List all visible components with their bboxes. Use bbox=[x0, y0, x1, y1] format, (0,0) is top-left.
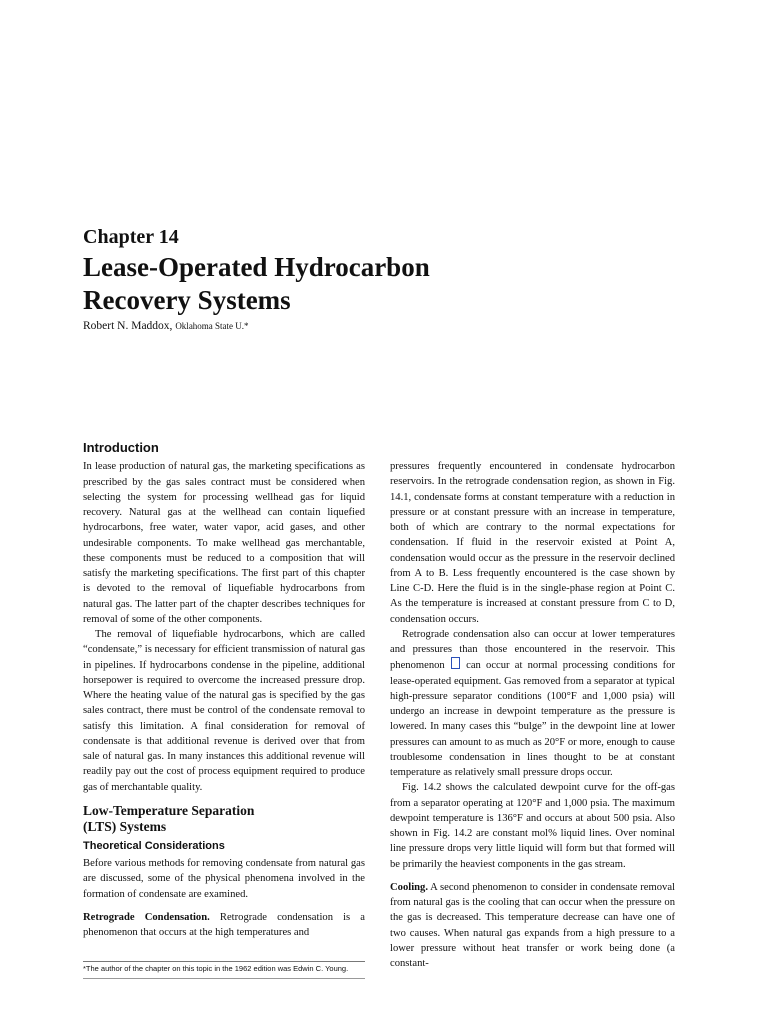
theory-paragraph: Before various methods for removing condensate from natural gas are discussed, some of the physical phenomena involved in the formation of condensate are examined. bbox=[83, 858, 365, 900]
chapter-label: Chapter 14 bbox=[83, 226, 179, 248]
right-column bbox=[390, 459, 675, 971]
cooling-paragraph bbox=[390, 880, 675, 972]
lts-heading-line-1: Low-Temperature Separation bbox=[83, 802, 255, 818]
retrograde-run-head: Retrograde Condensation. bbox=[83, 911, 210, 923]
author-name: Robert N. Maddox, bbox=[83, 320, 173, 332]
footnote-rule bbox=[83, 961, 365, 962]
author-line bbox=[83, 320, 249, 332]
right-paragraph-3: Fig. 14.2 shows the calculated dewpoint curve for the off-gas from a separator operating at 120°F and 1,000 psia. The maximum dewpoint temperature is 136°F and occurs at about 500 psia. Also shown in Fig. 14.2 are constant mol% liquid lines. Over nominal line pressure drops very little liquid will form but that formed will be primarily the heaviest components in the gas stream. bbox=[390, 782, 675, 870]
right-paragraph-1: pressures frequently encountered in condensate hydrocarbon reservoirs. In the retrograde condensation region, as shown in Fig. 14.1, condensate forms at constant temperature with a reduction in pressure or at constant pressure with an increase in temperature, both of which are contrary to the normal expectations for condensation. If fluid in the reservoir existed at Point A, condensation would occur as the pressure in the reservoir declined from A to B. Less frequently encountered is the case shown by Line C-D. Here the fluid is in the single-phase region at Point C. As the temperature is increased at constant pressure from C to D, condensation occurs. bbox=[390, 461, 675, 625]
footnote: *The author of the chapter on this topic in the 1962 edition was Edwin C. Young. bbox=[83, 964, 349, 973]
intro-paragraph-1: In lease production of natural gas, the marketing specifications as prescribed by the gas sales contract must be considered when selecting the system for processing wellhead gas for liquid recovery. Natural gas at the wellhead can contain liquefied hydrocarbons, free water, water vapor, acid gases, and other undesirable components. To make wellhead gas merchantable, these components must be reduced to a composition that will satisfy the marketing specifications. The first part of this chapter is devoted to the removal of liquefiable hydrocarbons from natural gas. The latter part of the chapter describes techniques for removal of some of the other components. bbox=[83, 461, 365, 625]
retrograde-paragraph bbox=[83, 910, 365, 941]
lts-heading-line-2: (LTS) Systems bbox=[83, 818, 167, 834]
footnote-rule-bottom bbox=[83, 978, 365, 979]
intro-paragraph-2: The removal of liquefiable hydrocarbons, which are called “condensate,” is necessary for efficient transmission of natural gas in pipelines. If hydrocarbons condense in the pipeline, additional horsepower is required to overcome the increased pressure drop. Where the heating value of the natural gas is specified by the gas sales contract, there must be control of the condensate removal to satisfy this limitation. A final consideration for removal of condensate is that additional revenue is derived over that from sale of natural gas. In many instances this additional revenue will readily pay out the cost of process equipment required to produce gas of merchantable quality. bbox=[83, 629, 365, 793]
theoretical-considerations-heading: Theoretical Considerations bbox=[83, 839, 225, 852]
cooling-run-head: Cooling. bbox=[390, 881, 428, 893]
author-affiliation: Oklahoma State U.* bbox=[175, 321, 249, 331]
left-column bbox=[83, 440, 365, 940]
lts-heading bbox=[83, 803, 365, 835]
right-paragraph-2 bbox=[390, 627, 675, 781]
paragraph-gap bbox=[83, 902, 365, 910]
paragraph-gap bbox=[390, 872, 675, 880]
figure-link-icon[interactable] bbox=[451, 657, 460, 669]
retrograde-text: Retrograde condensation is a phenomenon that occurs at the high temperatures and bbox=[83, 911, 366, 938]
chapter-title-line-2: Recovery Systems bbox=[83, 285, 291, 315]
introduction-heading: Introduction bbox=[83, 440, 159, 455]
right-paragraph-2-end: can occur at normal processing conditions for lease-operated equipment. Gas removed from a separator at typical high-pressure separator conditions (100°F and 1,000 psia) will undergo an increase in dewpoint temperature as the pressure is lowered. In many cases this “bulge” in the dewpoint line at lower pressures can amount to as much as 20°F or more, enough to cause troublesome condensation in lines thought to be at constant temperature as relatively small pressure drops occur. bbox=[390, 660, 675, 778]
cooling-text: A second phenomenon to consider in condensate removal from natural gas is the cooling that can occur when the pressure on the gas is decreased. This temperature decrease can have one of two causes. When natural gas expands from a high pressure to a lower pressure without heat transfer or work being done (a constant- bbox=[390, 881, 675, 969]
right-paragraph-2-start: Retrograde condensation also can occur at lower temperatures and pressures than those encountered in the reservoir. This phenomenon bbox=[390, 628, 675, 672]
chapter-title-line-1: Lease-Operated Hydrocarbon bbox=[83, 252, 430, 282]
chapter-title bbox=[83, 251, 603, 317]
